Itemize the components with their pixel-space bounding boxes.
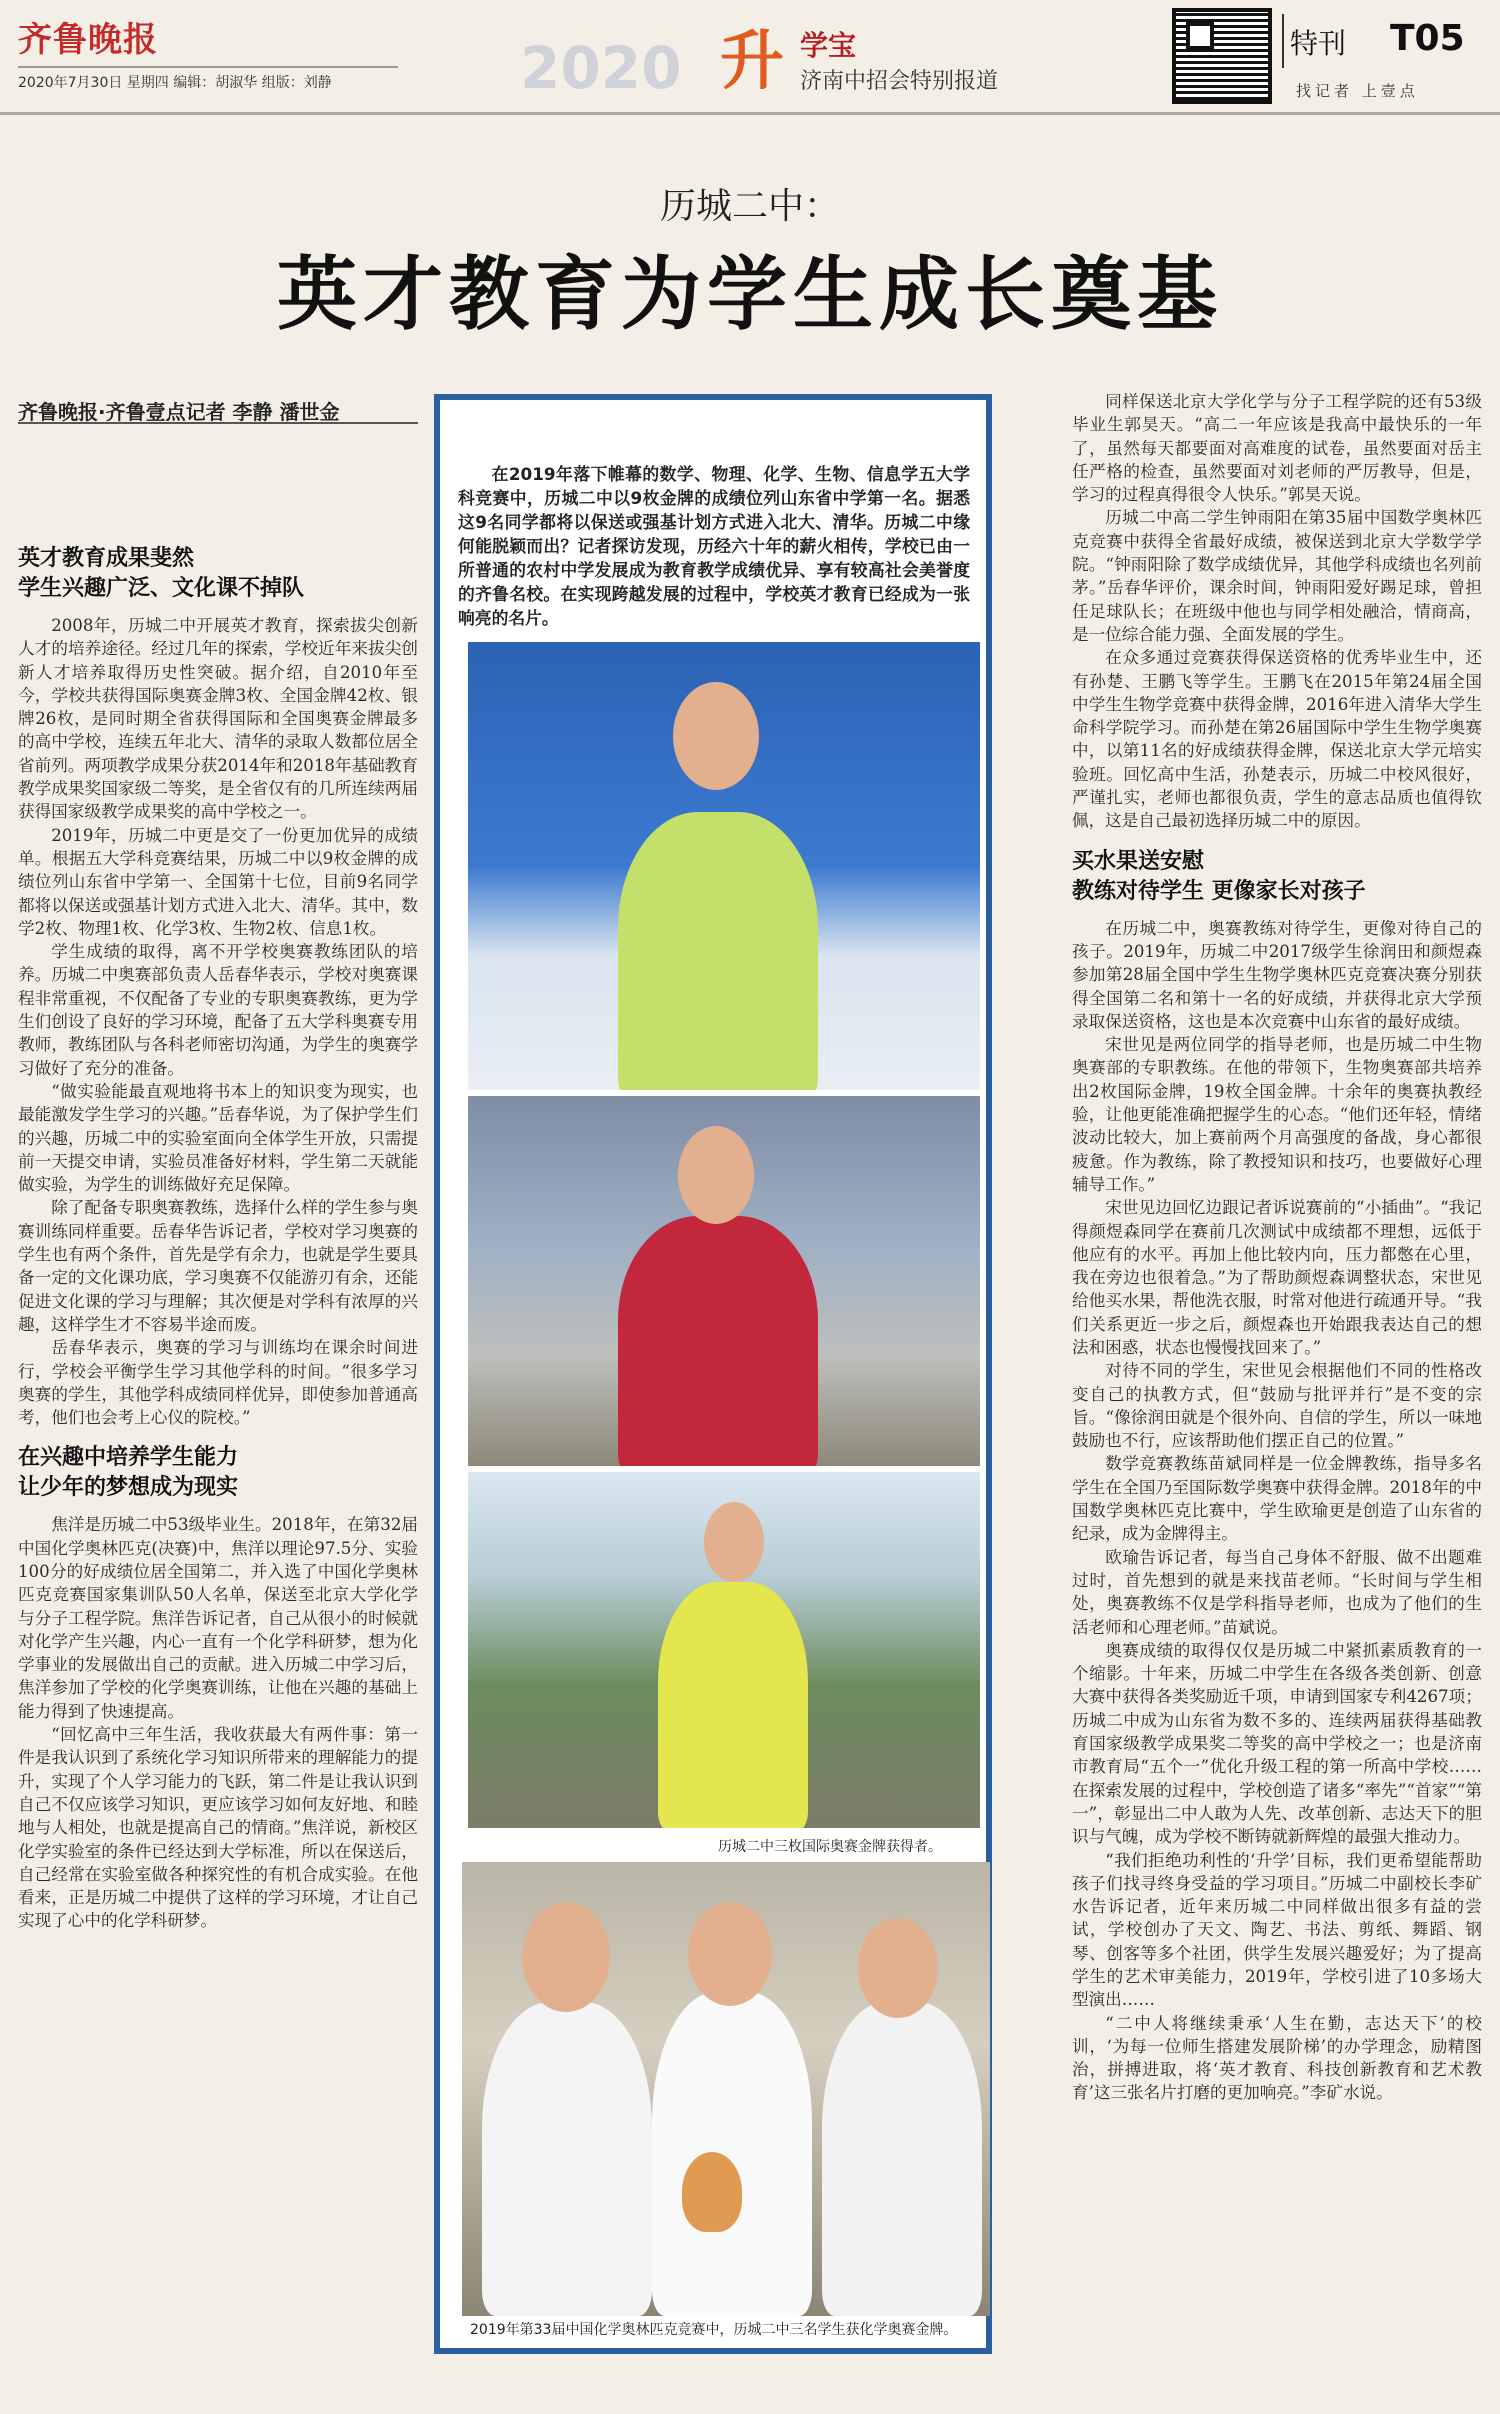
paragraph: 欧瑜告诉记者，每当自己身体不舒服、做不出题难过时，首先想到的就是来找苗老师。“长时间与学生相处，奥赛教练不仅是学科指导老师，也成为了他们的生活老师和心理老师。”苗斌说。 bbox=[1072, 1547, 1482, 1637]
paragraph: 同样保送北京大学化学与分子工程学院的还有53级毕业生郭昊天。“高二一年应该是我高中最快乐的一年了，虽然每天都要面对高难度的试卷，虽然要面对岳主任严格的检查，虽然要面对刘老师的严厉教导，但是，学习的过程真得很令人快乐。”郭昊天说。 bbox=[1072, 392, 1482, 505]
photo-gold-medalist-2 bbox=[468, 1096, 980, 1466]
paragraph: 数学竞赛教练苗斌同样是一位金牌教练，指导多名学生在全国乃至国际数学奥赛中获得金牌。2018年的中国数学奥林匹克比赛中，学生欧瑜更是创造了山东省的纪录，成为金牌得主。 bbox=[1072, 1454, 1482, 1544]
shengxuebao-logo-char: 升 bbox=[720, 24, 784, 99]
paragraph: 学生成绩的取得，离不开学校奥赛教练团队的培养。历城二中奥赛部负责人岳春华表示，学校对奥赛课程非常重视，不仅配备了专业的专职奥赛教练，更为学生们创设了良好的学习环境，配备了五大学科奥赛专用教师，教练团队与各科老师密切沟通，为学生的奥赛学习做好了充分的准备。 bbox=[18, 942, 418, 1078]
student-head bbox=[688, 1902, 772, 2006]
section-heading: 买水果送安慰 教练对待学生 更像家长对孩子 bbox=[1072, 848, 1366, 904]
student-head bbox=[858, 1918, 938, 2018]
article-column-right bbox=[1072, 390, 1482, 2105]
section-name: 特刊 bbox=[1290, 27, 1347, 60]
byline: 齐鲁晚报·齐鲁壹点记者 李静 潘世金 bbox=[18, 400, 340, 424]
section-heading: 在兴趣中培养学生能力 让少年的梦想成为现实 bbox=[18, 1445, 239, 1501]
section-heading: 英才教育成果斐然 学生兴趣广泛、文化课不掉队 bbox=[18, 546, 305, 601]
paragraph: 在历城二中，奥赛教练对待学生，更像对待自己的孩子。2019年，历城二中2017级学生徐润田和颜煜森参加第28届全国中学生生物学奥林匹克竞赛决赛分别获得全国第二名和第十一名的好成绩，并获得北京大学预录取保送资格，这也是本次竞赛中山东省的最好成绩。 bbox=[1072, 918, 1482, 1031]
special-report-subhead: 济南中招会特别报道 bbox=[800, 69, 999, 94]
special-report-banner bbox=[500, 6, 1060, 106]
paragraph: 对待不同的学生，宋世见会根据他们不同的性格改变自己的执教方式，但“鼓励与批评并行”是不变的宗旨。“像徐润田就是个很外向、自信的学生，所以一味地鼓励也不行，应该帮助他们摆正自己的位置。” bbox=[1072, 1361, 1482, 1451]
shengxuebao-logo-text: 学宝 bbox=[800, 29, 857, 62]
masthead-rule bbox=[18, 66, 398, 68]
photo-caption: 2019年第33届中国化学奥林匹克竞赛中，历城二中三名学生获化学奥赛金牌。 bbox=[470, 2322, 958, 2338]
student-head bbox=[673, 682, 759, 790]
student-figure bbox=[652, 1992, 812, 2316]
photo-gold-medalist-1 bbox=[468, 642, 980, 1090]
article-kicker: 历城二中： bbox=[659, 186, 840, 227]
year-text: 2020 bbox=[520, 34, 682, 102]
student-figure bbox=[618, 812, 818, 1090]
student-head bbox=[522, 1902, 610, 2012]
paragraph: “二中人将继续秉承‘人生在勤，志达天下’的校训，‘为每一位师生搭建发展阶梯’的办学理念，励精图治，拼搏进取，将‘英才教育、科技创新教育和艺术教育’这三张名片打磨的更加响亮。”李矿水说。 bbox=[1072, 2013, 1482, 2103]
masthead bbox=[0, 0, 1500, 112]
reporter-contact: 找记者 上壹点 bbox=[1296, 82, 1419, 100]
student-figure bbox=[618, 1216, 818, 1466]
top-rule bbox=[0, 112, 1500, 115]
paragraph: “回忆高中三年生活，我收获最大有两件事：第一件是我认识到了系统化学习知识所带来的理解能力的提升，实现了个人学习能力的飞跃，第二件是让我认识到自己不仅应该学习知识，更应该学习如何友好地、和睦地与人相处，也就是提高自己的情商。”焦洋说，新校区化学实验室的条件已经达到大学标准，所以在保送后，自己经常在实验室做各种探究性的有机合成实验。在他看来，正是历城二中提供了这样的学习环境，才让自己实现了心中的化学科研梦。 bbox=[18, 1725, 418, 1931]
paragraph: 奥赛成绩的取得仅仅是历城二中紧抓素质教育的一个缩影。十年来，历城二中学生在各级各类创新、创意大赛中获得各类奖励近千项，申请到国家专利4267项；历城二中成为山东省为数不多的、连续两届获得基础教育国家级教学成果奖二等奖的高中学校之一；也是济南市教育局“五个一”优化升级工程的第一所高中学校……在探索发展的过程中，学校创造了诸多“率先”“首家”“第一”，彰显出二中人敢为人先、改革创新、志达天下的胆识与气魄，成为学校不断铸就新辉煌的最强大推动力。 bbox=[1072, 1640, 1482, 1847]
paragraph: 除了配备专职奥赛教练，选择什么样的学生参与奥赛训练同样重要。岳春华告诉记者，学校对学习奥赛的学生也有两个条件，首先是学有余力，也就是学生要具备一定的文化课功底，学习奥赛不仅能游刃有余，还能促进文化课的学习与理解；其次便是对学科有浓厚的兴趣，这样学生才不容易半途而废。 bbox=[18, 1198, 418, 1334]
student-figure bbox=[482, 2002, 652, 2316]
section-divider bbox=[1282, 14, 1284, 68]
paragraph: 2008年，历城二中开展英才教育，探索拔尖创新人才的培养途径。经过几年的探索，学校近年来拔尖创新人才培养取得历史性突破。据介绍，自2010年至今，学校共获得国际奥赛金牌3枚、全国金牌42枚、银牌26枚，是同时期全省获得国际和全国奥赛金牌最多的高中学校，连续五年北大、清华的录取人数都位居全省前列。两项教学成果分获2014年和2018年基础教育教学成果奖国家级二等奖，是全省仅有的几所连续两届获得国家级教学成果奖的高中学校之一。 bbox=[18, 616, 418, 822]
newspaper-logo: 齐鲁晚报 bbox=[18, 20, 158, 60]
dateline: 2020年7月30日 星期四 编辑：胡淑华 组版：刘静 bbox=[18, 75, 332, 91]
paragraph: 宋世见是两位同学的指导老师，也是历城二中生物奥赛部的专职教练。在他的带领下，生物奥赛部共培养出2枚国际金牌，19枚全国金牌。十余年的奥赛执教经验，让他更能准确把握学生的心态。“他们还年轻，情绪波动比较大，加上赛前两个月高强度的备战，身心都很疲惫。作为教练，除了教授知识和技巧，也要做好心理辅导工作。” bbox=[1072, 1035, 1482, 1194]
photo-caption: 历城二中三枚国际奥赛金牌获得者。 bbox=[718, 1839, 942, 1855]
photo-chemistry-winners bbox=[462, 1862, 990, 2316]
student-head bbox=[678, 1126, 754, 1224]
student-figure bbox=[658, 1582, 808, 1828]
student-head bbox=[704, 1502, 764, 1582]
photo-gold-medalist-3 bbox=[468, 1472, 980, 1828]
flask-icon bbox=[682, 2152, 742, 2232]
paragraph: 宋世见边回忆边跟记者诉说赛前的“小插曲”。“我记得颜煜森同学在赛前几次测试中成绩都不理想，远低于他应有的水平。再加上他比较内向，压力都憋在心里，我在旁边也很着急。”为了帮助颜煜森调整状态，宋世见给他买水果，帮他洗衣服，时常对他进行疏通开导。“我们关系更近一步之后，颜煜森也开始跟我表达自己的想法和困惑，状态也慢慢找回来了。” bbox=[1072, 1198, 1482, 1357]
article-headline: 英才教育为学生成长奠基 bbox=[277, 248, 1223, 341]
paragraph: 焦洋是历城二中53级毕业生。2018年，在第32届中国化学奥林匹克(决赛)中，焦洋以理论97.5分、实验100分的好成绩位居全国第二，并入选了中国化学奥林匹克竞赛国家集训队50人名单，保送至北京大学化学与分子工程学院。焦洋告诉记者，自己从很小的时候就对化学产生兴趣，内心一直有一个化学科研梦，想为化学事业的发展做出自己的贡献。进入历城二中学习后，焦洋参加了学校的化学奥赛训练，让他在兴趣的基础上能力得到了快速提高。 bbox=[18, 1515, 418, 1721]
paragraph: 历城二中高二学生钟雨阳在第35届中国数学奥林匹克竞赛中获得全省最好成绩，被保送到北京大学数学学院。“钟雨阳除了数学成绩优异，其他学科成绩也名列前茅。”岳春华评价，课余时间，钟雨阳爱好踢足球，曾担任足球队长；在班级中他也与同学相处融洽，情商高，是一位综合能力强、全面发展的学生。 bbox=[1072, 508, 1482, 644]
paragraph: “我们拒绝功利性的‘升学’目标，我们更希望能帮助孩子们找寻终身受益的学习项目。”历城二中副校长李矿水告诉记者，近年来历城二中同样做出很多有益的尝试，学校创办了天文、陶艺、书法、剪纸、舞蹈、钢琴、创客等多个社团，供学生发展兴趣爱好；为了提高学生的艺术审美能力，2019年，学校引进了10多场大型演出…… bbox=[1072, 1850, 1482, 2010]
paragraph: “做实验能最直观地将书本上的知识变为现实，也最能激发学生学习的兴趣。”岳春华说，为了保护学生们的兴趣，历城二中的实验室面向全体学生开放，只需提前一天提交申请，实验员准备好材料，学生第二天就能做实验，为学生的训练做好充足保障。 bbox=[18, 1081, 418, 1195]
article-column-left bbox=[18, 530, 418, 1933]
qr-code-icon bbox=[1172, 8, 1272, 104]
paragraph: 岳春华表示，奥赛的学习与训练均在课余时间进行，学校会平衡学生学习其他学科的时间。“很多学习奥赛的学生，其他学科成绩同样优异，即使参加普通高考，他们也会考上心仪的院校。” bbox=[18, 1338, 418, 1428]
paragraph: 2019年，历城二中更是交了一份更加优异的成绩单。根据五大学科竞赛结果，历城二中以9枚金牌的成绩位列山东省中学第一、全国第十七位，目前9名同学都将以保送或强基计划方式进入北大、清华。其中，数学2枚、物理1枚、化学3枚、生物2枚、信息1枚。 bbox=[18, 825, 418, 938]
byline-rule bbox=[18, 422, 418, 424]
page-code: T05 bbox=[1390, 18, 1465, 59]
paragraph: 在众多通过竞赛获得保送资格的优秀毕业生中，还有孙楚、王鹏飞等学生。王鹏飞在2015年第24届全国中学生生物学竞赛中获得金牌，2016年进入清华大学生命科学院学习。而孙楚在第26届国际中学生生物学奥赛中，以第11名的好成绩获得金牌，保送北京大学元培实验班。回忆高中生活，孙楚表示，历城二中校风很好，严谨扎实，老师也都很负责，学生的意志品质也值得钦佩，这是自己最初选择历城二中的原因。 bbox=[1072, 648, 1482, 831]
student-figure bbox=[822, 2002, 982, 2316]
article-lead: 在2019年落下帷幕的数学、物理、化学、生物、信息学五大学科竞赛中，历城二中以9枚金牌的成绩位列山东省中学第一名。据悉这9名同学都将以保送或强基计划方式进入北大、清华。历城二中缘何能脱颖而出？记者探访发现，历经六十年的薪火相传，学校已由一所普通的农村中学发展成为教育教学成绩优异、享有较高社会美誉度的齐鲁名校。在实现跨越发展的过程中，学校英才教育已经成为一张响亮的名片。 bbox=[458, 464, 970, 628]
